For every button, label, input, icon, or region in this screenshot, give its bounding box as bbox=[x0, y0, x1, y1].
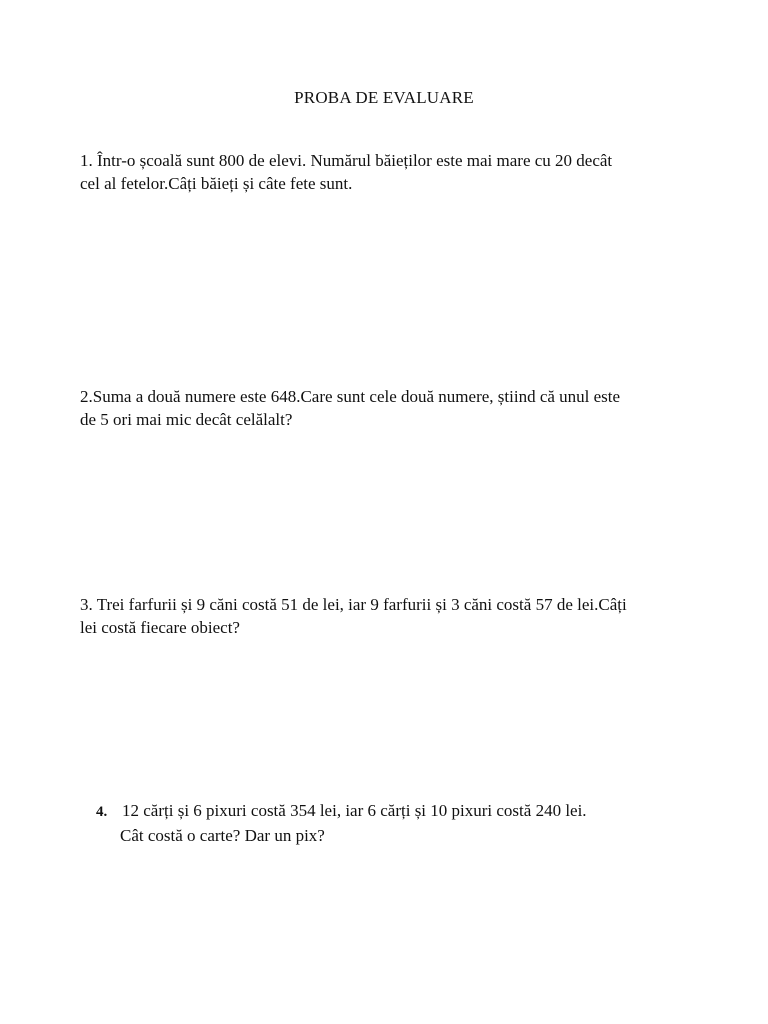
problem-2-line-1: 2.Suma a două numere este 648.Care sunt cele două numere, știind că unul este bbox=[80, 387, 621, 406]
document-title: PROBA DE EVALUARE bbox=[294, 88, 474, 107]
problem-4-number: 4. bbox=[96, 804, 108, 820]
problem-3 bbox=[80, 593, 700, 639]
problem-3-line-1: 3. Trei farfurii și 9 căni costă 51 de lei, iar 9 farfurii și 3 căni costă 57 de lei.Câți bbox=[80, 595, 627, 614]
problem-1-line-1: 1. Într-o școală sunt 800 de elevi. Numărul băieților este mai mare cu 20 decât bbox=[80, 151, 613, 170]
problem-4-line-1-wrap bbox=[96, 799, 716, 824]
problem-4 bbox=[96, 799, 716, 847]
problem-1 bbox=[80, 149, 700, 195]
problem-1-line-2: cel al fetelor.Câți băieți și câte fete sunt. bbox=[80, 174, 353, 193]
problem-2-line-2: de 5 ori mai mic decât celălalt? bbox=[80, 410, 293, 429]
problem-4-line-2: Cât costă o carte? Dar un pix? bbox=[120, 826, 325, 845]
problem-3-line-2: lei costă fiecare obiect? bbox=[80, 618, 240, 637]
problem-2 bbox=[80, 385, 700, 431]
problem-4-line-1: 12 cărți și 6 pixuri costă 354 lei, iar 6 cărți și 10 pixuri costă 240 lei. bbox=[122, 801, 587, 820]
